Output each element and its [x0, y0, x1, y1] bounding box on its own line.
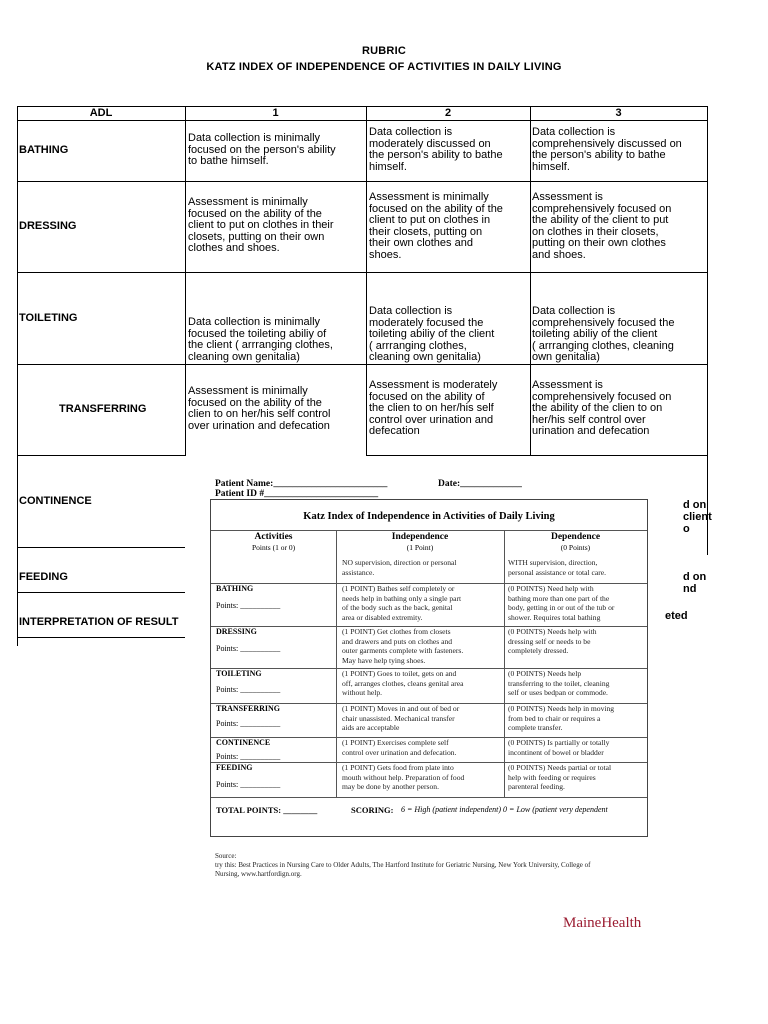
independence-note: NO supervision, direction or personal assistance. — [342, 558, 457, 577]
rubric-subtitle: KATZ INDEX OF INDEPENDENCE OF ACTIVITIES IN DAILY LIVING — [206, 61, 562, 73]
row-label-continence: CONTINENCE — [19, 495, 92, 507]
toileting-independence: (1 POINT) Goes to toilet, gets on and off, arranges clothes, cleans genital area without help. — [342, 669, 464, 697]
form-activity-toileting: TOILETING — [216, 669, 262, 678]
toileting-level-3: Data collection is comprehensively focused the toileting abiliy of the client ( arrranging clothes, cleaning own genitalia) — [532, 305, 675, 363]
hidden-text-fragment: eted — [665, 610, 688, 622]
scoring-text: 6 = High (patient independent) 0 = Low (patient very dependent — [401, 805, 608, 814]
form-activity-feeding: FEEDING — [216, 763, 253, 772]
points-field: Points: __________ — [216, 601, 281, 610]
toileting-dependence: (0 POINTS) Needs help transferring to the toilet, cleaning self or uses bedpan or commode. — [508, 669, 610, 697]
form-activity-continence: CONTINENCE — [216, 738, 271, 747]
dressing-level-2: Assessment is minimally focused on the ability of the client to put on clothes in their closets, putting on their own clothes and shoes. — [369, 191, 503, 261]
points-field: Points: __________ — [216, 780, 281, 789]
rubric-title: RUBRIC — [362, 45, 406, 57]
points-field: Points: __________ — [216, 685, 281, 694]
row-label-feeding: FEEDING — [19, 571, 68, 583]
transferring-dependence: (0 POINTS) Needs help in moving from bed to chair or requires a complete transfer. — [508, 704, 615, 732]
dependence-note: WITH supervision, direction, personal assistance or total care. — [508, 558, 607, 577]
continence-dependence: (0 POINTS) Is partially or totally incontinent of bowel or bladder — [508, 738, 610, 757]
hidden-text-fragment: o — [683, 523, 690, 535]
col-header-1: 1 — [272, 107, 279, 119]
date-field: Date:_____________ — [438, 479, 522, 489]
points-field: Points: __________ — [216, 719, 281, 728]
transferring-level-2: Assessment is moderately focused on the ability of the clien to on her/his self control over urination and defecation — [369, 379, 498, 437]
form-activity-bathing: BATHING — [216, 584, 254, 593]
dressing-level-1: Assessment is minimally focused on the ability of the client to put on clothes in their closets, putting on their own clothes and shoes. — [188, 196, 334, 254]
hidden-text-fragment: client — [683, 511, 712, 523]
col-independence-sub: (1 Point) — [406, 543, 434, 552]
toileting-level-1: Data collection is minimally focused the toileting abiliy of the client ( arrranging clothes, cleaning own genitalia) — [188, 316, 333, 363]
col-header-2: 2 — [444, 107, 452, 119]
bathing-level-1: Data collection is minimally focused on the person's ability to bathe himself. — [188, 132, 336, 167]
dressing-independence: (1 POINT) Get clothes from closets and drawers and puts on clothes and outer garments complete with fasteners. May have help tying shoes. — [342, 627, 464, 665]
row-label-toileting: TOILETING — [19, 312, 78, 324]
col-header-3: 3 — [615, 107, 622, 119]
row-label-dressing: DRESSING — [19, 220, 77, 232]
continence-independence: (1 POINT) Exercises complete self control over urination and defecation. — [342, 738, 457, 757]
transferring-level-1: Assessment is minimally focused on the ability of the clien to on her/his self control over urination and defecation — [188, 385, 331, 432]
col-independence: Independence — [391, 532, 449, 542]
total-points-field: TOTAL POINTS: ________ — [216, 805, 318, 815]
bathing-level-2: Data collection is moderately discussed on the person's ability to bathe himself. — [369, 126, 503, 173]
feeding-dependence: (0 POINTS) Needs partial or total help with feeding or requires parenteral feeding. — [508, 763, 612, 791]
hidden-text-fragment: d on — [683, 499, 707, 511]
row-label-interpretation: INTERPRETATION OF RESULT — [19, 616, 179, 628]
bathing-independence: (1 POINT) Bathes self completely or needs help in bathing only a single part of the body such as the back, genital area or disabled extremity. — [342, 584, 462, 622]
scoring-label: SCORING: — [351, 805, 394, 815]
patient-name-field: Patient Name:________________________ — [215, 479, 388, 489]
bathing-dependence: (0 POINTS) Need help with bathing more than one part of the body, getting in or out of the tub or shower. Requires total bathing — [508, 584, 615, 622]
hidden-text-fragment: d on — [683, 571, 707, 583]
patient-id-field: Patient ID #________________________ — [215, 489, 379, 499]
col-dependence-sub: (0 Points) — [560, 543, 591, 552]
transferring-level-3: Assessment is comprehensively focused on the ability of the clien to on her/his self control over urination and defecation — [532, 379, 672, 437]
col-header-adl: ADL — [89, 107, 113, 119]
col-dependence: Dependence — [550, 532, 601, 542]
dressing-level-3: Assessment is comprehensively focused on the ability of the client to put on clothes in their closets, putting on their own clothes and shoes. — [532, 191, 672, 261]
mainehealth-logo: MaineHealth — [563, 915, 642, 931]
dressing-dependence: (0 POINTS) Needs help with dressing self or needs to be completely dressed. — [508, 627, 597, 655]
row-label-bathing: BATHING — [19, 144, 69, 156]
bathing-level-3: Data collection is comprehensively discussed on the person's ability to bathe himself. — [532, 126, 682, 173]
points-field: Points: __________ — [216, 644, 281, 653]
col-activities: Activities — [254, 532, 293, 542]
col-activities-sub: Points (1 or 0) — [251, 543, 296, 552]
source-note: Source: try this: Best Practices in Nursing Care to Older Adults, The Hartford Institute for Geriatric Nursing, New York University, College of Nursing, www.hartfordign.org. — [215, 852, 591, 878]
points-field: Points: __________ — [216, 752, 281, 761]
toileting-level-2: Data collection is moderately focused the toileting abiliy of the client ( arrranging clothes, cleaning own genitalia) — [369, 305, 495, 363]
form-title: Katz Index of Independence in Activities of Daily Living — [303, 511, 555, 522]
katz-index-form — [210, 499, 648, 837]
feeding-independence: (1 POINT) Gets food from plate into mouth without help. Preparation of food may be done by another person. — [342, 763, 465, 791]
transferring-independence: (1 POINT) Moves in and out of bed or chair unassisted. Mechanical transfer aids are acceptable — [342, 704, 460, 732]
form-activity-dressing: DRESSING — [216, 627, 257, 636]
form-activity-transferring: TRANSFERRING — [216, 704, 281, 713]
hidden-text-fragment: nd — [683, 583, 697, 595]
row-label-transferring: TRANSFERRING — [59, 403, 147, 415]
